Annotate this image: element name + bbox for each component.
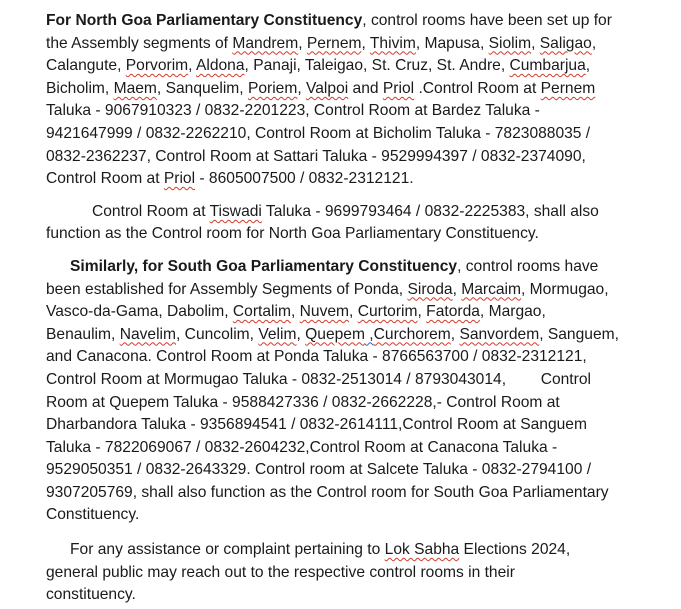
text-span: , Mormugao, — [521, 280, 609, 298]
text-line — [46, 168, 656, 191]
text-span: , Sanguem, — [539, 325, 619, 343]
text-line: function as the Control room for North Goa Parliamentary Constituency. — [46, 225, 539, 243]
spellcheck-word: Lok Sabha — [384, 541, 460, 559]
text-span: Calangute, — [46, 57, 126, 75]
text-span: , — [452, 280, 462, 298]
spellcheck-word: Cumbarjua — [509, 57, 586, 75]
south-goa-heading: Similarly, for South Goa Parliamentary Constituency — [70, 257, 458, 275]
text-span: Control Room at — [92, 202, 210, 220]
text-span: Bicholim, — [46, 79, 114, 97]
spellcheck-word: Marcaim — [461, 280, 522, 298]
text-line — [46, 10, 656, 33]
text-line: 9307205769, shall also function as the Control room for South Goa Parliamentary — [46, 483, 609, 501]
spellcheck-word: Maem — [113, 79, 157, 97]
spellcheck-word: Siolim — [488, 34, 532, 52]
text-span: For any assistance or complaint pertaining to — [70, 541, 385, 559]
text-span: been established for Assembly Segments of Ponda, — [46, 280, 408, 298]
text-line: Taluka - 9067910323 / 0832-2201223, Control Room at Bardez Taluka - — [46, 102, 540, 120]
text-span: , — [349, 303, 358, 321]
paragraph-south-goa — [46, 256, 656, 527]
text-span: , — [188, 57, 196, 75]
text-line — [46, 324, 656, 347]
spellcheck-word: Navelim — [119, 325, 177, 343]
grammar-mark: , — [364, 325, 374, 343]
text-line: Dharbandora Taluka - 9356894541 / 0832-2614111,Control Room at Sanguem — [46, 416, 587, 434]
paragraph-assistance — [46, 539, 656, 607]
text-span: , control rooms have been set up for — [362, 12, 612, 29]
text-span: , — [361, 34, 370, 52]
spellcheck-word: Sanvordem — [459, 325, 540, 343]
text-line — [46, 301, 656, 324]
text-span: , — [531, 34, 540, 52]
text-line: Constituency. — [46, 506, 140, 524]
text-span: , — [591, 34, 597, 52]
text-span: , — [290, 303, 300, 321]
text-span: , — [585, 57, 591, 75]
paragraph-north-goa — [46, 10, 656, 191]
spellcheck-word: Curchorem — [373, 325, 451, 343]
spellcheck-word: Pernem — [540, 79, 596, 97]
text-span: Benaulim, — [46, 325, 120, 343]
spellcheck-word: Pernem — [306, 34, 362, 52]
text-line — [46, 78, 656, 101]
spellcheck-word: Siroda — [407, 280, 453, 298]
text-line — [46, 33, 656, 56]
text-span: the Assembly segments of — [46, 34, 233, 52]
spellcheck-word: Priol — [382, 79, 415, 97]
text-line: 9529050351 / 0832-2643329. Control room at Salcete Taluka - 0832-2794100 / — [46, 461, 592, 479]
spellcheck-word: Aldona — [195, 57, 245, 75]
spellcheck-word: Tiswadi — [209, 202, 262, 220]
text-span: , Margao, — [479, 303, 546, 321]
text-span: , — [296, 325, 306, 343]
spellcheck-word: Priol — [163, 170, 196, 188]
text-line: general public may reach out to the respective control rooms in their — [46, 563, 515, 581]
text-span: , Cuncolim, — [176, 325, 259, 343]
text-line: constituency. — [46, 586, 136, 604]
north-goa-heading: For North Goa Parliamentary Constituency — [46, 12, 363, 29]
text-line — [92, 201, 656, 224]
spellcheck-word: Mandrem — [232, 34, 299, 52]
text-line — [70, 256, 656, 279]
spellcheck-word: Valpoi — [306, 79, 349, 97]
text-line: 0832-2362237, Control Room at Sattari Taluka - 9529994397 / 0832-2374090, — [46, 147, 586, 165]
text-span: Vasco-da-Gama, Dabolim, — [46, 303, 233, 321]
spellcheck-word: Quepem — [305, 325, 365, 343]
text-span: , — [450, 325, 460, 343]
text-span: Control Room at — [46, 170, 164, 188]
spellcheck-word: Nuvem — [299, 303, 350, 321]
text-span: and — [348, 79, 383, 97]
text-line: Taluka - 7822069067 / 0832-2604232,Control Room at Canacona Taluka - — [46, 438, 558, 456]
text-span: Elections 2024, — [459, 541, 571, 559]
paragraph-tiswadi — [46, 201, 656, 246]
text-line — [70, 539, 656, 562]
text-line: Room at Quepem Taluka - 9588427336 / 0832-2662228,- Control Room at — [46, 393, 560, 411]
spellcheck-word: Cortalim — [232, 303, 291, 321]
text-line — [46, 279, 656, 302]
text-line: 9421647999 / 0832-2262210, Control Room at Bicholim Taluka - 7823088035 / — [46, 124, 591, 142]
spellcheck-word: Porvorim — [125, 57, 189, 75]
spellcheck-word: Velim — [258, 325, 297, 343]
spellcheck-word: Thivim — [369, 34, 416, 52]
text-line: Control Room at Mormugao Taluka - 0832-2513014 / 8793043014, Control — [46, 370, 591, 388]
text-span: , Panaji, Taleigao, St. Cruz, St. Andre, — [244, 57, 510, 75]
spellcheck-word: Saligao — [539, 34, 592, 52]
text-line — [46, 55, 656, 78]
spellcheck-word: Curtorim — [357, 303, 418, 321]
text-span: , — [297, 79, 307, 97]
text-line: and Canacona. Control Room at Ponda Taluka - 8766563700 / 0832-2312121, — [46, 348, 587, 366]
text-span: , Sanquelim, — [156, 79, 248, 97]
text-span: , — [298, 34, 307, 52]
text-span: , control rooms have — [457, 257, 599, 275]
spellcheck-word: Poriem — [247, 79, 298, 97]
text-span: .Control Room at — [414, 79, 541, 97]
spellcheck-word: Fatorda — [426, 303, 480, 321]
text-span: , Mapusa, — [415, 34, 489, 52]
text-span: Taluka - 9699793464 / 0832-2225383, shall also — [261, 202, 599, 220]
text-span: , — [417, 303, 427, 321]
text-span: - 8605007500 / 0832-2312121. — [195, 170, 414, 188]
document-body — [46, 10, 656, 607]
